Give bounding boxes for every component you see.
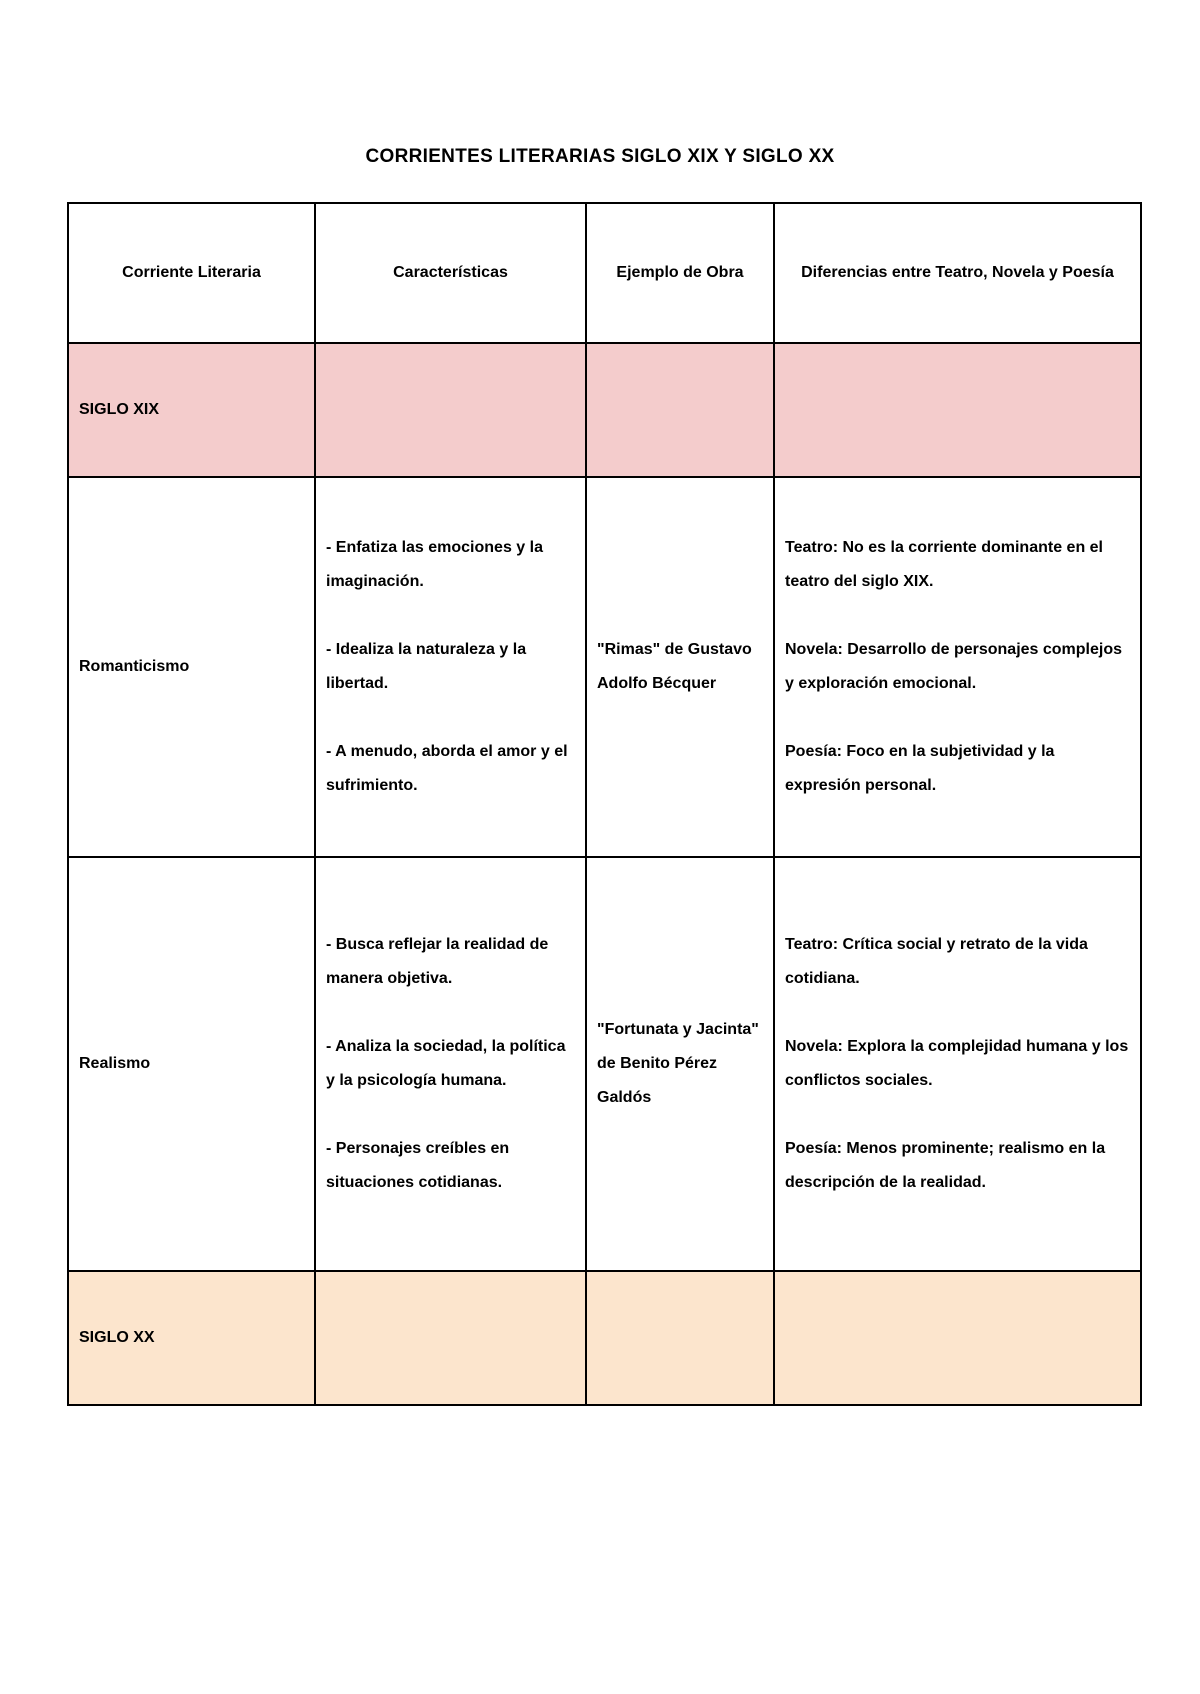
section-label-siglo-xx: SIGLO XX xyxy=(68,1271,315,1405)
section-row-siglo-xx xyxy=(68,1271,1141,1405)
header-diferencias: Diferencias entre Teatro, Novela y Poesía xyxy=(774,203,1141,343)
caracteristica-item: - Busca reflejar la realidad de manera objetiva. xyxy=(326,936,549,987)
header-corriente: Corriente Literaria xyxy=(68,203,315,343)
corriente-cell: Romanticismo xyxy=(68,477,315,857)
table-header-row xyxy=(68,203,1141,343)
caracteristicas-cell xyxy=(315,477,586,857)
diferencia-item: Novela: Desarrollo de personajes complejos y exploración emocional. xyxy=(785,641,1123,692)
corriente-cell: Realismo xyxy=(68,857,315,1271)
diferencias-cell xyxy=(774,477,1141,857)
caracteristicas-cell xyxy=(315,857,586,1271)
diferencia-item: Novela: Explora la complejidad humana y los conflictos sociales. xyxy=(785,1038,1129,1089)
empty-cell xyxy=(586,1271,774,1405)
header-caracteristicas: Características xyxy=(315,203,586,343)
empty-cell xyxy=(315,343,586,477)
diferencias-cell xyxy=(774,857,1141,1271)
caracteristica-item: - Idealiza la naturaleza y la libertad. xyxy=(326,641,527,692)
empty-cell xyxy=(586,343,774,477)
page-title: CORRIENTES LITERARIAS SIGLO XIX Y SIGLO XX xyxy=(365,146,835,167)
literary-movements-table xyxy=(67,202,1142,1406)
caracteristica-item: - Analiza la sociedad, la política y la psicología humana. xyxy=(326,1038,566,1089)
empty-cell xyxy=(774,1271,1141,1405)
caracteristica-item: - Personajes creíbles en situaciones cotidianas. xyxy=(326,1140,510,1191)
diferencia-item: Teatro: No es la corriente dominante en el teatro del siglo XIX. xyxy=(785,539,1103,590)
ejemplo-cell: "Fortunata y Jacinta" de Benito Pérez Galdós xyxy=(586,857,774,1271)
section-row-siglo-xix xyxy=(68,343,1141,477)
table-row xyxy=(68,477,1141,857)
caracteristica-item: - A menudo, aborda el amor y el sufrimiento. xyxy=(326,743,568,794)
section-label-siglo-xix: SIGLO XIX xyxy=(68,343,315,477)
table-row xyxy=(68,857,1141,1271)
diferencia-item: Poesía: Menos prominente; realismo en la descripción de la realidad. xyxy=(785,1140,1106,1191)
empty-cell xyxy=(315,1271,586,1405)
caracteristica-item: - Enfatiza las emociones y la imaginación. xyxy=(326,539,543,590)
empty-cell xyxy=(774,343,1141,477)
diferencia-item: Teatro: Crítica social y retrato de la vida cotidiana. xyxy=(785,936,1088,987)
ejemplo-cell: "Rimas" de Gustavo Adolfo Bécquer xyxy=(586,477,774,857)
diferencia-item: Poesía: Foco en la subjetividad y la expresión personal. xyxy=(785,743,1055,794)
header-ejemplo: Ejemplo de Obra xyxy=(586,203,774,343)
